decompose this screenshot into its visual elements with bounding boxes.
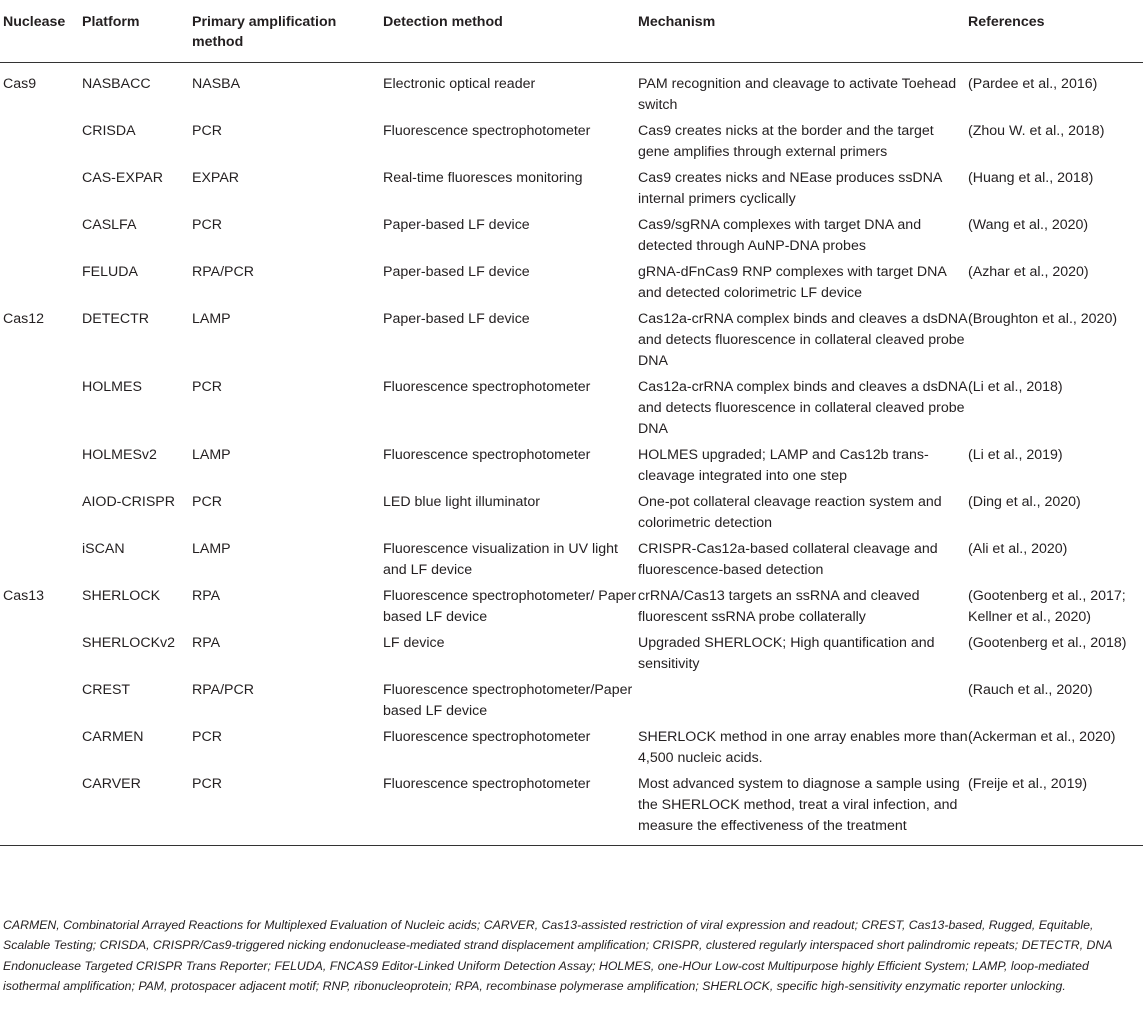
- detection-cell: Fluorescence spectrophotometer/ Paper based LF device: [383, 588, 637, 625]
- reference-link[interactable]: (Gootenberg et al., 2018): [968, 635, 1127, 651]
- nuclease-cell: [0, 492, 82, 539]
- nuclease-cell: Cas9: [3, 76, 37, 92]
- amplification-cell: PCR: [192, 217, 222, 233]
- nuclease-cell: [0, 377, 82, 445]
- reference-link[interactable]: (Huang et al., 2018): [968, 170, 1094, 186]
- platform-cell: HOLMESv2: [82, 447, 157, 463]
- mechanism-cell: Cas9 creates nicks and NEase produces ssDNA internal primers cyclically: [638, 170, 942, 207]
- nuclease-cell: [0, 539, 82, 586]
- amplification-cell: RPA/PCR: [192, 264, 255, 280]
- mechanism-cell: One-pot collateral cleavage reaction system and colorimetric detection: [638, 494, 942, 531]
- amplification-cell: PCR: [192, 494, 222, 510]
- detection-cell: Electronic optical reader: [383, 76, 536, 92]
- nuclease-cell: [0, 633, 82, 680]
- detection-cell: Real-time fluoresces monitoring: [383, 170, 583, 186]
- detection-cell: Fluorescence visualization in UV light and LF device: [383, 541, 618, 578]
- reference-link[interactable]: (Pardee et al., 2016): [968, 76, 1098, 92]
- platform-cell: CARVER: [82, 776, 141, 792]
- table-row: [0, 492, 1143, 539]
- table-row: [0, 215, 1143, 262]
- detection-cell: Fluorescence spectrophotometer: [383, 447, 591, 463]
- platform-cell: FELUDA: [82, 264, 138, 280]
- mechanism-cell: Cas12a-crRNA complex binds and cleaves a dsDNA and detects fluorescence in collateral cleaved probe DNA: [638, 311, 967, 369]
- detection-cell: Paper-based LF device: [383, 264, 530, 280]
- header-platform: Platform: [82, 14, 140, 30]
- header-nuclease: Nuclease: [3, 14, 66, 30]
- mechanism-cell: Cas9/sgRNA complexes with target DNA and detected through AuNP-DNA probes: [638, 217, 922, 254]
- platform-cell: HOLMES: [82, 379, 142, 395]
- detection-cell: Fluorescence spectrophotometer: [383, 379, 591, 395]
- table-row: [0, 680, 1143, 727]
- amplification-cell: RPA/PCR: [192, 682, 255, 698]
- platform-cell: SHERLOCKv2: [82, 635, 176, 651]
- reference-link[interactable]: (Broughton et al., 2020): [968, 311, 1118, 327]
- nuclease-cell: Cas13: [3, 588, 45, 604]
- header-mechanism: Mechanism: [638, 14, 716, 30]
- table-footnote: CARMEN, Combinatorial Arrayed Reactions for Multiplexed Evaluation of Nucleic acids; CARVER, Cas13-assisted restriction of viral expression and readout; CREST, Cas13-based, Rugged, Equitable, Scalable Testing; CRISDA, CRISPR/Cas9-triggered nicking endonuclease-mediated strand displacement amplification; CRISPR, clustered regularly interspaced short palindromic repeats; DETECTR, DNA Endonuclease Targeted CRISPR Trans Reporter; FELUDA, FNCAS9 Editor-Linked Uniform Detection Assay; HOLMES, one-HOur Low-cost Multipurpose highly Efficient System; LAMP, loop-mediated isothermal amplification; PAM, protospacer adjacent motif; RNP, ribonucleoprotein; RPA, recombinase polymerase amplification; SHERLOCK, specific high-sensitivity enzymatic reporter unlocking.: [3, 918, 1113, 993]
- mechanism-cell: crRNA/Cas13 targets an ssRNA and cleaved fluorescent ssRNA probe collaterally: [638, 588, 920, 625]
- reference-link[interactable]: (Gootenberg et al., 2017; Kellner et al., 2020): [968, 588, 1126, 625]
- amplification-cell: PCR: [192, 729, 222, 745]
- amplification-cell: LAMP: [192, 447, 231, 463]
- nuclease-cell: [0, 680, 82, 727]
- table-row: [0, 262, 1143, 309]
- detection-cell: LF device: [383, 635, 445, 651]
- table-row: [0, 727, 1143, 774]
- table-row: [0, 168, 1143, 215]
- platform-cell: CAS-EXPAR: [82, 170, 163, 186]
- nuclease-cell: [0, 774, 82, 846]
- table-row: [0, 63, 1143, 122]
- nuclease-cell: [0, 445, 82, 492]
- amplification-cell: RPA: [192, 588, 221, 604]
- nuclease-cell: Cas12: [3, 311, 45, 327]
- amplification-cell: LAMP: [192, 311, 231, 327]
- platform-cell: CRISDA: [82, 123, 136, 139]
- mechanism-cell: Cas12a-crRNA complex binds and cleaves a dsDNA and detects fluorescence in collateral cleaved probe DNA: [638, 379, 967, 437]
- detection-cell: Fluorescence spectrophotometer: [383, 729, 591, 745]
- platform-cell: CREST: [82, 682, 131, 698]
- table-row: [0, 774, 1143, 846]
- nuclease-cell: [0, 215, 82, 262]
- mechanism-cell: HOLMES upgraded; LAMP and Cas12b trans-cleavage integrated into one step: [638, 447, 929, 484]
- mechanism-cell: gRNA-dFnCas9 RNP complexes with target DNA and detected colorimetric LF device: [638, 264, 947, 301]
- platform-cell: iSCAN: [82, 541, 125, 557]
- detection-cell: Fluorescence spectrophotometer: [383, 776, 591, 792]
- platform-cell: CASLFA: [82, 217, 137, 233]
- table-row: [0, 377, 1143, 445]
- table-row: [0, 309, 1143, 377]
- nuclease-cell: [0, 727, 82, 774]
- reference-link[interactable]: (Ali et al., 2020): [968, 541, 1068, 557]
- reference-link[interactable]: (Li et al., 2019): [968, 447, 1063, 463]
- reference-link[interactable]: (Zhou W. et al., 2018): [968, 123, 1105, 139]
- header-detection: Detection method: [383, 14, 503, 30]
- crispr-platforms-table: [0, 3, 1143, 846]
- amplification-cell: NASBA: [192, 76, 241, 92]
- mechanism-cell: Most advanced system to diagnose a sample using the SHERLOCK method, treat a viral infection, and measure the effectiveness of the treatment: [638, 776, 960, 834]
- mechanism-cell: PAM recognition and cleavage to activate Toehead switch: [638, 76, 957, 113]
- table-row: [0, 633, 1143, 680]
- header-references: References: [968, 14, 1045, 30]
- platform-cell: SHERLOCK: [82, 588, 161, 604]
- reference-link[interactable]: (Freije et al., 2019): [968, 776, 1088, 792]
- mechanism-cell: Upgraded SHERLOCK; High quantification and sensitivity: [638, 635, 935, 672]
- mechanism-cell: CRISPR-Cas12a-based collateral cleavage and fluorescence-based detection: [638, 541, 938, 578]
- reference-link[interactable]: (Wang et al., 2020): [968, 217, 1089, 233]
- reference-link[interactable]: (Ding et al., 2020): [968, 494, 1081, 510]
- mechanism-cell: SHERLOCK method in one array enables more than 4,500 nucleic acids.: [638, 729, 968, 766]
- amplification-cell: LAMP: [192, 541, 231, 557]
- amplification-cell: EXPAR: [192, 170, 240, 186]
- header-row: [0, 3, 1143, 63]
- platform-cell: DETECTR: [82, 311, 149, 327]
- detection-cell: Paper-based LF device: [383, 311, 530, 327]
- table-row: [0, 445, 1143, 492]
- detection-cell: LED blue light illuminator: [383, 494, 540, 510]
- amplification-cell: PCR: [192, 379, 222, 395]
- reference-link[interactable]: (Li et al., 2018): [968, 379, 1063, 395]
- table-row: [0, 539, 1143, 586]
- detection-cell: Fluorescence spectrophotometer: [383, 123, 591, 139]
- mechanism-cell: Cas9 creates nicks at the border and the target gene amplifies through external primers: [638, 123, 934, 160]
- nuclease-cell: [0, 121, 82, 168]
- platform-cell: NASBACC: [82, 76, 151, 92]
- platform-cell: AIOD-CRISPR: [82, 494, 176, 510]
- detection-cell: Fluorescence spectrophotometer/Paper based LF device: [383, 682, 633, 719]
- nuclease-cell: [0, 168, 82, 215]
- mechanism-cell: [638, 680, 968, 727]
- amplification-cell: RPA: [192, 635, 221, 651]
- nuclease-cell: [0, 262, 82, 309]
- reference-link[interactable]: (Azhar et al., 2020): [968, 264, 1089, 280]
- detection-cell: Paper-based LF device: [383, 217, 530, 233]
- table-row: [0, 121, 1143, 168]
- amplification-cell: PCR: [192, 123, 222, 139]
- platform-cell: CARMEN: [82, 729, 144, 745]
- reference-link[interactable]: (Rauch et al., 2020): [968, 682, 1093, 698]
- header-amplification: Primary amplification method: [192, 14, 337, 50]
- reference-link[interactable]: (Ackerman et al., 2020): [968, 729, 1116, 745]
- amplification-cell: PCR: [192, 776, 222, 792]
- table-row: [0, 586, 1143, 633]
